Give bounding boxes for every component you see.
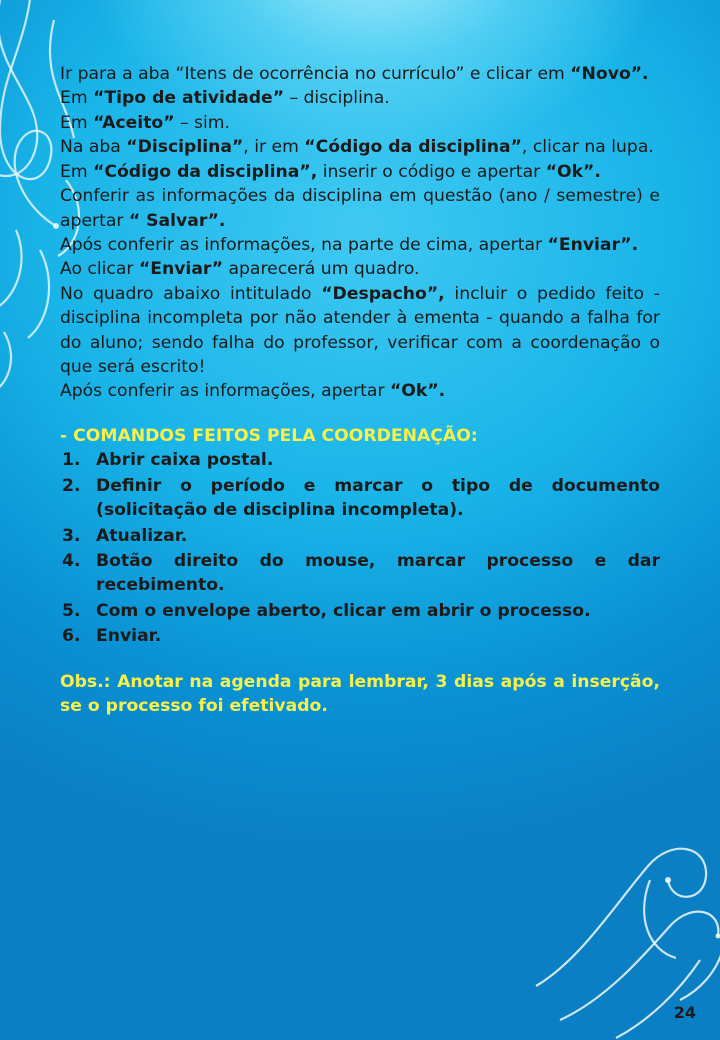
instruction-line bbox=[60, 233, 660, 257]
plain-text: , ir em bbox=[243, 137, 305, 158]
instruction-paragraphs bbox=[60, 62, 660, 404]
command-text: Abrir caixa postal. bbox=[96, 450, 274, 471]
plain-text: Ao clicar bbox=[60, 259, 139, 280]
command-text: Botão direito do mouse, marcar processo e dar recebimento. bbox=[96, 551, 660, 596]
plain-text: Em bbox=[60, 88, 94, 109]
plain-text: – sim. bbox=[174, 112, 230, 133]
command-number: 4. bbox=[62, 551, 81, 572]
instruction-line bbox=[60, 86, 660, 110]
command-item bbox=[60, 474, 660, 523]
command-number: 6. bbox=[62, 626, 81, 647]
document-body bbox=[60, 62, 660, 719]
emphasis-text: “Código da disciplina” bbox=[304, 137, 522, 158]
emphasis-text: “Enviar” bbox=[138, 259, 224, 280]
command-text: Definir o período e marcar o tipo de documento (solicitação de disciplina incompleta). bbox=[96, 475, 660, 521]
plain-text: Após conferir as informações, na parte de cima, apertar bbox=[60, 234, 548, 255]
instruction-line bbox=[60, 257, 660, 281]
command-item bbox=[60, 624, 660, 648]
plain-text: Após conferir as informações, apertar bbox=[60, 381, 390, 402]
plain-text: , clicar na lupa. bbox=[521, 137, 654, 158]
plain-text: No quadro abaixo intitulado bbox=[60, 283, 322, 304]
emphasis-text: “Novo”. bbox=[570, 64, 649, 84]
plain-text: incluir o pedido feito - disciplina incompleta por não atender à ementa - quando a falha for do aluno; sendo falha do professor, verificar com a coordenação o que será escrito! bbox=[60, 283, 660, 378]
plain-text: – disciplina. bbox=[284, 88, 390, 109]
plain-text: aparecerá um quadro. bbox=[223, 259, 420, 280]
page-number: 24 bbox=[673, 1003, 696, 1022]
instruction-line bbox=[60, 62, 660, 86]
command-item bbox=[60, 549, 660, 598]
commands-list bbox=[60, 448, 660, 648]
instruction-line bbox=[60, 379, 660, 403]
plain-text: inserir o código e apertar bbox=[317, 161, 546, 182]
emphasis-text: “Ok”. bbox=[545, 161, 601, 182]
instruction-line bbox=[60, 282, 660, 380]
emphasis-text: “Enviar”. bbox=[547, 234, 639, 255]
plain-text: Na aba bbox=[60, 137, 127, 158]
emphasis-text: “Tipo de atividade” bbox=[93, 88, 284, 109]
instruction-line bbox=[60, 184, 660, 233]
section-title: - COMANDOS FEITOS PELA COORDENAÇÃO: bbox=[60, 425, 478, 446]
observation-note: Obs.: Anotar na agenda para lembrar, 3 dias após a inserção, se o processo foi efetivado. bbox=[60, 671, 660, 717]
emphasis-text: “Disciplina” bbox=[126, 137, 244, 158]
emphasis-text: “Aceito” bbox=[93, 112, 175, 133]
spacer-2 bbox=[60, 650, 660, 670]
plain-text: Em bbox=[60, 161, 94, 182]
command-number: 2. bbox=[62, 475, 81, 496]
command-number: 1. bbox=[62, 450, 81, 471]
plain-text: Conferir as informações da disciplina em questão (ano / semestre) e apertar bbox=[60, 186, 660, 231]
emphasis-text: “Ok”. bbox=[390, 381, 446, 402]
plain-text: Ir para a aba “Itens de ocorrência no currículo” e clicar em bbox=[60, 64, 571, 84]
emphasis-text: “Despacho”, bbox=[321, 283, 445, 304]
command-text: Com o envelope aberto, clicar em abrir o processo. bbox=[96, 600, 591, 621]
spacer bbox=[60, 404, 660, 424]
plain-text: Em bbox=[60, 112, 94, 133]
command-item bbox=[60, 524, 660, 548]
command-item bbox=[60, 448, 660, 472]
command-number: 5. bbox=[62, 600, 81, 621]
instruction-line bbox=[60, 111, 660, 135]
instruction-line bbox=[60, 160, 660, 184]
emphasis-text: “Código da disciplina”, bbox=[93, 161, 318, 182]
command-item bbox=[60, 599, 660, 623]
instruction-line bbox=[60, 135, 660, 159]
command-text: Enviar. bbox=[96, 626, 162, 647]
command-number: 3. bbox=[62, 525, 81, 546]
command-text: Atualizar. bbox=[96, 525, 188, 546]
emphasis-text: “ Salvar”. bbox=[128, 210, 226, 231]
